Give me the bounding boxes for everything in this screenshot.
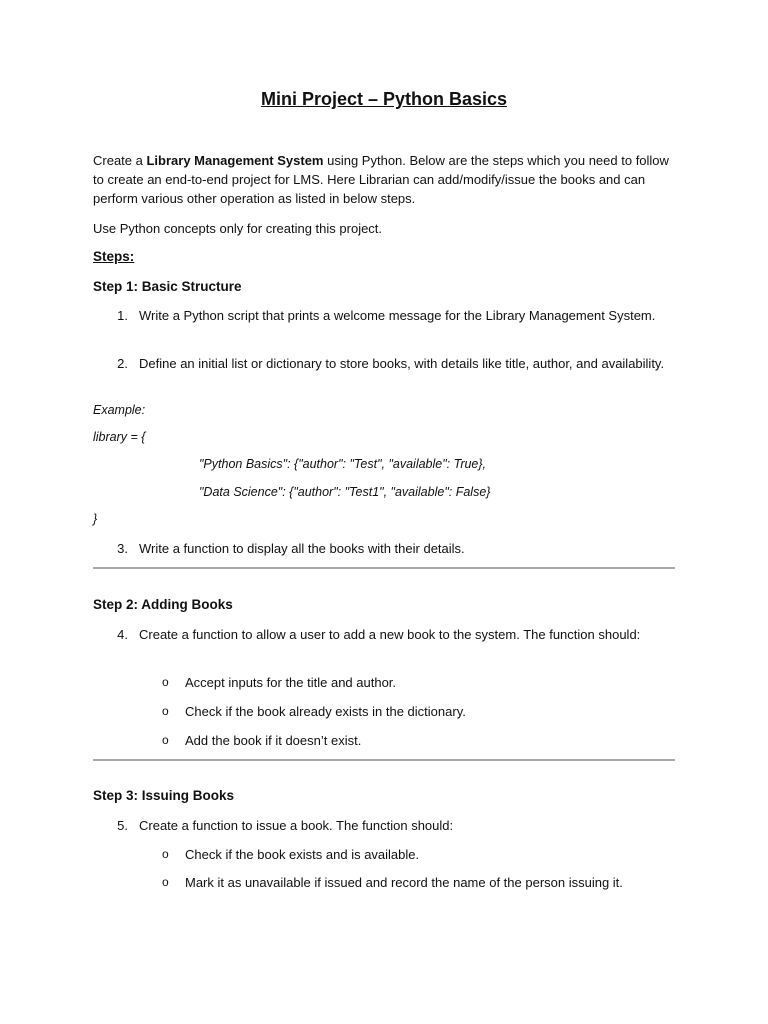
intro-suffix: using Python. Below are the steps which you need to follow to create an end-to-end project for LMS. Here Librarian can add/modify/issue the books and can perform various other operation as listed in below steps. xyxy=(93,153,669,206)
bullet-glyph: o xyxy=(162,675,169,689)
bullet-item-text: Mark it as unavailable if issued and record the name of the person issuing it. xyxy=(185,875,623,890)
intro-highlight: Library Management System xyxy=(146,153,324,168)
code-line: "Data Science": {"author": "Test1", "available": False} xyxy=(199,485,491,499)
bullet-item-text: Check if the book exists and is available. xyxy=(185,847,420,862)
intro-prefix: Create a xyxy=(93,153,147,168)
section-divider xyxy=(93,759,675,761)
intro-paragraph xyxy=(93,151,678,208)
list-item-text: Write a Python script that prints a welcome message for the Library Management System. xyxy=(139,308,656,323)
code-line: } xyxy=(93,512,98,526)
example-label: Example: xyxy=(93,403,146,417)
list-number: 5. xyxy=(117,818,128,833)
code-line: library = { xyxy=(93,430,146,444)
list-number: 3. xyxy=(117,541,128,556)
step1-heading: Step 1: Basic Structure xyxy=(93,279,242,294)
list-number: 1. xyxy=(117,308,128,323)
bullet-glyph: o xyxy=(162,733,169,747)
list-item-text: Write a function to display all the books with their details. xyxy=(139,541,465,556)
list-item-text: Create a function to allow a user to add a new book to the system. The function should: xyxy=(139,627,641,642)
bullet-item-text: Add the book if it doesn’t exist. xyxy=(185,733,362,748)
list-item-text: Create a function to issue a book. The function should: xyxy=(139,818,454,833)
bullet-item-text: Accept inputs for the title and author. xyxy=(185,675,397,690)
page-title: Mini Project – Python Basics xyxy=(260,89,508,109)
bullet-glyph: o xyxy=(162,875,169,889)
bullet-glyph: o xyxy=(162,704,169,718)
step2-heading: Step 2: Adding Books xyxy=(93,597,233,612)
steps-heading: Steps: xyxy=(93,249,135,264)
bullet-item-text: Check if the book already exists in the dictionary. xyxy=(185,704,466,719)
bullet-glyph: o xyxy=(162,847,169,861)
section-divider xyxy=(93,567,675,569)
list-item-text: Define an initial list or dictionary to store books, with details like title, author, and availability. xyxy=(139,356,665,371)
note-paragraph: Use Python concepts only for creating this project. xyxy=(93,221,383,236)
list-number: 2. xyxy=(117,356,128,371)
code-line: "Python Basics": {"author": "Test", "available": True}, xyxy=(199,457,487,471)
step3-heading: Step 3: Issuing Books xyxy=(93,788,235,803)
list-number: 4. xyxy=(117,627,128,642)
